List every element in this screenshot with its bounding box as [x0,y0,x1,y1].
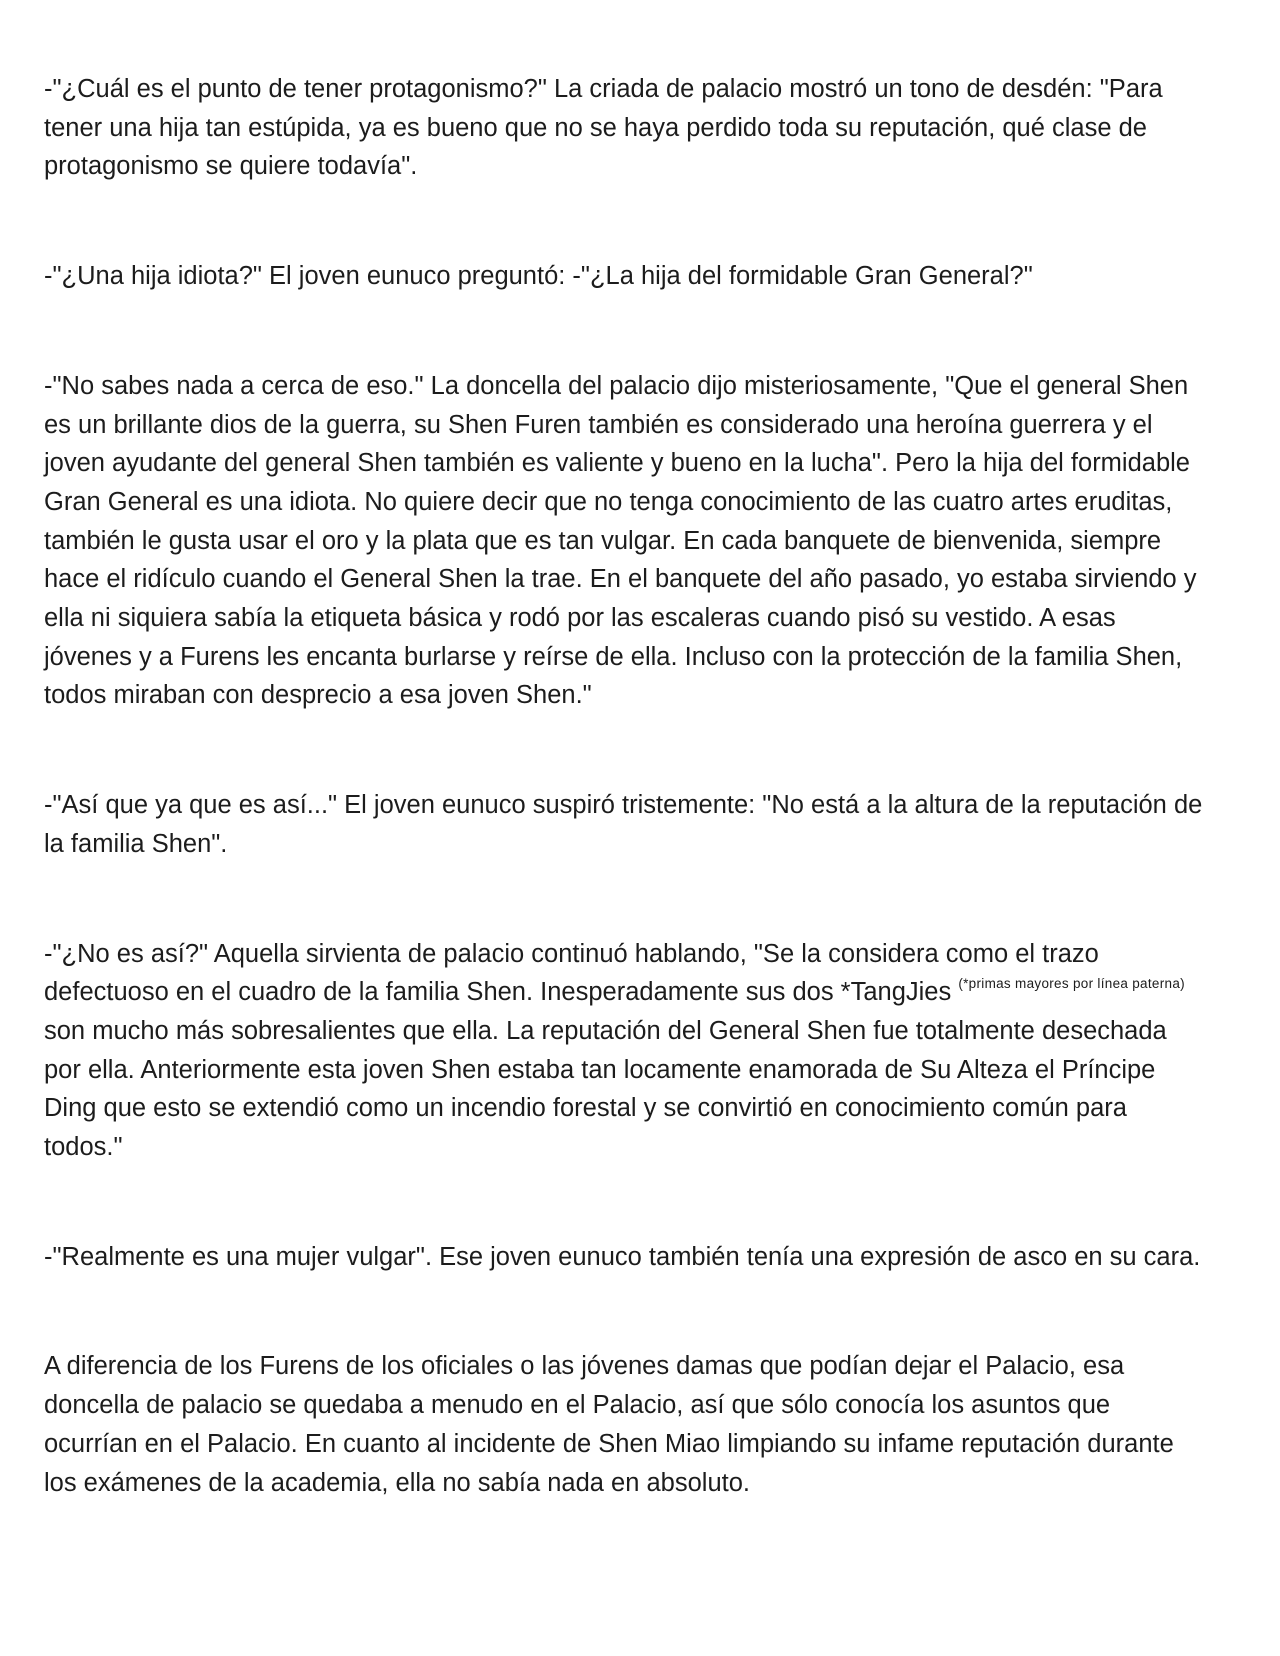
paragraph-6: -"Realmente es una mujer vulgar". Ese joven eunuco también tenía una expresión de asco en su cara. [44,1242,1201,1271]
paragraph-5-text-start: -"¿No es así?" Aquella sirvienta de palacio continuó hablando, "Se la considera como el trazo defectuoso en el cuadro de la familia Shen. Inesperadamente sus dos *TangJies [44,939,1099,1007]
paragraph-5 [44,935,1210,1167]
paragraph-2: -"¿Una hija idiota?" El joven eunuco preguntó: -"¿La hija del formidable Gran General?" [44,262,1033,291]
paragraph-3: -"No sabes nada a cerca de eso." La doncella del palacio dijo misteriosamente, "Que el general Shen es un brillante dios de la guerra, su Shen Furen también es considerado una heroína guerrera y el joven ayudante del general Shen también es valiente y bueno en la lucha". Pero la hija del formidable Gran General es una idiota. No quiere decir que no tenga conocimiento de las cuatro artes eruditas, también le gusta usar el oro y la plata que es tan vulgar. En cada banquete de bienvenida, siempre hace el ridículo cuando el General Shen la trae. En el banquete del año pasado, yo estaba sirviendo y ella ni siquiera sabía la etiqueta básica y rodó por las escaleras cuando pisó su vestido. A esas jóvenes y a Furens les encanta burlarse y reírse de ella. Incluso con la protección de la familia Shen, todos miraban con desprecio a esa joven Shen." [44,371,1197,710]
paragraph-5-text-end: son mucho más sobresalientes que ella. La reputación del General Shen fue totalmente desechada por ella. Anteriormente esta joven Shen estaba tan locamente enamorada de Su Alteza el Príncipe Ding que esto se extendió como un incendio forestal y se convirtió en conocimiento común para todos." [44,1016,1167,1162]
paragraph-7: A diferencia de los Furens de los oficiales o las jóvenes damas que podían dejar el Palacio, esa doncella de palacio se quedaba a menudo en el Palacio, así que sólo conocía los asuntos que ocurrían en el Palacio. En cuanto al incidente de Shen Miao limpiando su infame reputación durante los exámenes de la academia, ella no sabía nada en absoluto. [44,1352,1174,1497]
paragraph-4: -"Así que ya que es así..." El joven eunuco suspiró tristemente: "No está a la altura de la reputación de la familia Shen". [44,791,1203,858]
paragraph-1: -"¿Cuál es el punto de tener protagonismo?" La criada de palacio mostró un tono de desdén: "Para tener una hija tan estúpida, ya es bueno que no se haya perdido toda su reputación, qué clase de protagonismo se quiere todavía". [44,75,1163,181]
translator-note: (*primas mayores por línea paterna) [958,976,1185,992]
